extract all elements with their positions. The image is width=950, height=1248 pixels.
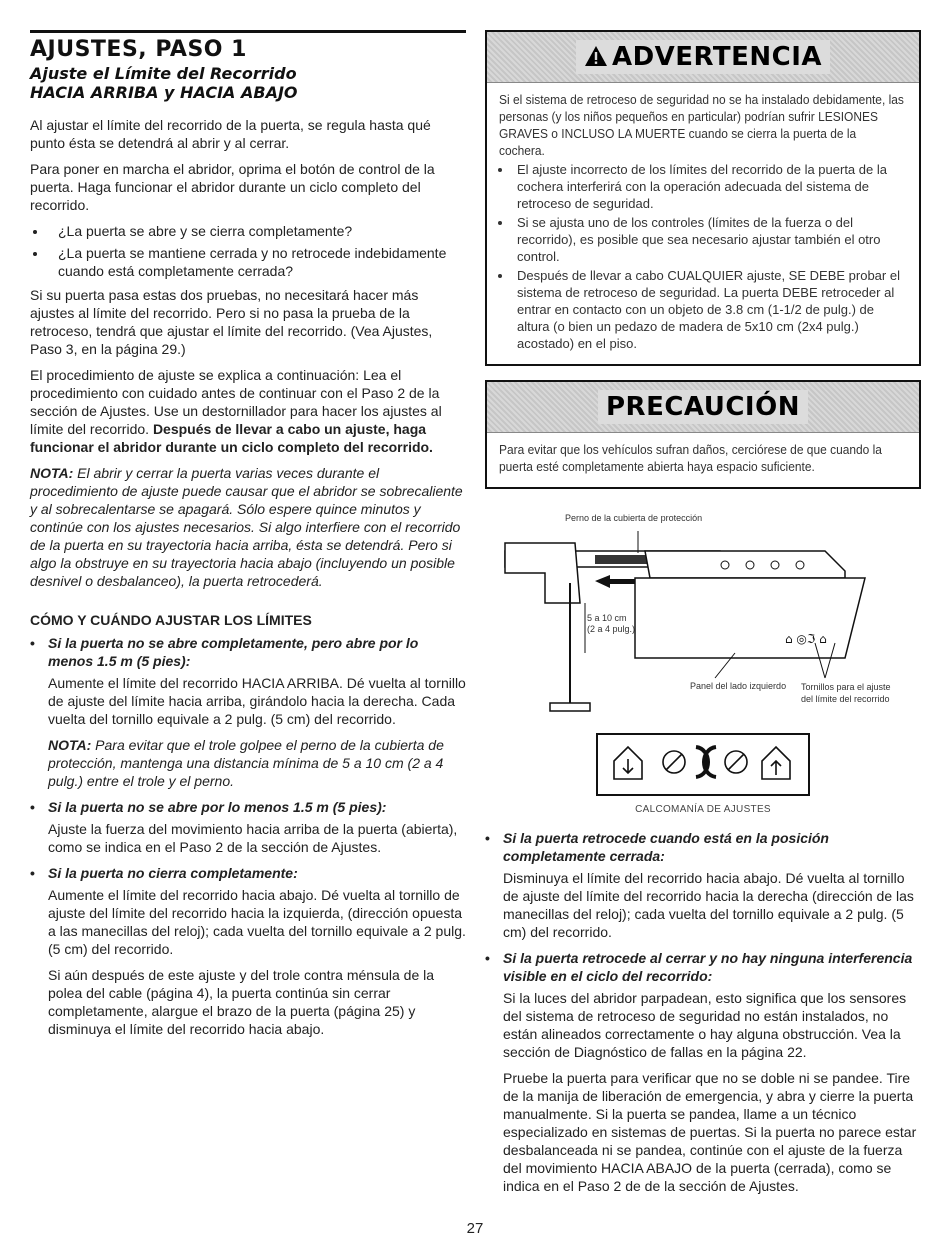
item5-text1: Si la luces del abridor parpadean, esto significa que los sensores del sistema de retroceso de seguridad no están instalados, no están alineados correctamente o hay alguna obstrucción. Vea la sección de Diagnóstico de fallas en la página 22. bbox=[503, 990, 907, 1060]
start-paragraph: Para poner en marcha el abridor, oprima el botón de control de la puerta. Haga funcionar el abridor durante un ciclo completo del recorrido. bbox=[30, 161, 435, 213]
adjustment-decal-icon bbox=[608, 741, 798, 783]
caution-header bbox=[487, 382, 919, 433]
subheading-line2: HACIA ARRIBA y HACIA ABAJO bbox=[30, 83, 298, 102]
decal-figure bbox=[485, 733, 921, 815]
top-rule bbox=[30, 30, 466, 33]
label-screws bbox=[801, 681, 891, 705]
item5-heading: • Si la puerta retrocede al cerrar y no hay ninguna interferencia visible en el ciclo del recorrido: bbox=[485, 949, 921, 985]
caution-box bbox=[485, 380, 921, 489]
item1-body bbox=[30, 674, 466, 790]
warning-item: • Después de llevar a cabo CUALQUIER ajuste, SE DEBE probar el sistema de retroceso de seguridad. La puerta DEBE retroceder al entrar en contacto con un objeto de 3.8 cm (1-1/2 de pulg.) de altura (o bien un pedazo de madera de 5x10 cm (2x4 pulg.) acostado) en el piso. bbox=[513, 267, 907, 352]
note-text: El abrir y cerrar la puerta varias veces durante el procedimiento de ajuste puede causar que el abridor se sobrecaliente y al sobrecalentarse se apagará. Sólo espere quince minutos y continúe con los ajustes necesarios. Si algo interfiere con el recorrido de la puerta en su trayectoria hacia arriba, ésta se detendrá. Pero si algo la obstruye en su trayectoria hacia abajo (incluyendo un posible desnivel o desbalanceo), la puerta retrocederá. bbox=[30, 465, 463, 589]
warning-intro: Si el sistema de retroceso de seguridad no se ha instalado debidamente, las personas (y los niños pequeños en particular) podrían sufrir LESIONES GRAVES o INCLUSO LA MUERTE cuando se cierra la puerta de la cochera. bbox=[499, 92, 904, 158]
item5-text2: Pruebe la puerta para verificar que no se doble ni se pandee. Tire de la manija de liberación de emergencia, y abra y cierre la puerta manualmente. Si la puerta se pandea, llame a un técnico especializado en sistemas de puertas. Si la puerta no parece estar desbalanceada ni se pandea, continúe con el ajuste de la fuerza del movimiento HACIA ABAJO de la puerta (cerrada), como se indica en el Paso 2 de de la sección de Ajustes. bbox=[503, 1070, 917, 1194]
page-subheading bbox=[30, 64, 466, 102]
warning-title-wrap bbox=[576, 40, 830, 74]
warning-title: ADVERTENCIA bbox=[611, 42, 823, 72]
item1-heading: • Si la puerta no se abre completamente, pero abre por lo menos 1.5 m (5 pies): bbox=[30, 634, 466, 670]
warning-body bbox=[487, 83, 919, 364]
procedure-text: El procedimiento de ajuste se explica a continuación: Lea el procedimiento con cuidado antes de continuar con el Paso 2 de la sección de Ajustes. Use un destornillador para hacer los ajustes al límite del recorrido. bbox=[30, 367, 442, 437]
item4-body bbox=[485, 869, 921, 941]
caution-title: PRECAUCIÓN bbox=[598, 390, 808, 424]
item3-heading: • Si la puerta no cierra completamente: bbox=[30, 864, 466, 882]
svg-text:⌂ ◎ℑ ⌂: ⌂ ◎ℑ ⌂ bbox=[785, 632, 827, 646]
label-screws-line2: del límite del recorrido bbox=[801, 694, 890, 704]
page-number: 27 bbox=[466, 1220, 484, 1237]
warning-item: • Si se ajusta uno de los controles (límites de la fuerza o del recorrido), es posible que sea necesario ajustar también el otro control. bbox=[513, 214, 907, 265]
intro-paragraph: Al ajustar el límite del recorrido de la puerta, se regula hasta qué punto ésta se detendrá al abrir y al cerrar. bbox=[30, 117, 431, 151]
section-title: CÓMO Y CUÁNDO AJUSTAR LOS LÍMITES bbox=[30, 612, 312, 628]
item1-note bbox=[48, 736, 466, 790]
test-item: • ¿La puerta se mantiene cerrada y no retrocede indebidamente cuando está completamente cerrada? bbox=[48, 244, 466, 280]
right-column bbox=[485, 30, 921, 1203]
note-label: NOTA: bbox=[30, 465, 74, 481]
procedure-paragraph bbox=[30, 366, 466, 456]
label-distance-in: (2 a 4 pulg.) bbox=[587, 624, 636, 634]
item4-text: Disminuya el límite del recorrido hacia abajo. Dé vuelta al tornillo de ajuste del límite del recorrido hacia la derecha (dirección de las manecillas del reloj); cada vuelta del tornillo equivale a 2 pulg. (5 cm) del recorrido. bbox=[503, 870, 914, 940]
label-bolt: Perno de la cubierta de protección bbox=[565, 513, 703, 523]
label-panel: Panel del lado izquierdo bbox=[690, 681, 787, 691]
decal-caption: CALCOMANÍA DE AJUSTES bbox=[635, 804, 771, 815]
left-column bbox=[30, 30, 466, 1046]
procedure-bold-text: Después de llevar a cabo un ajuste, haga funcionar el abridor durante un ciclo completo del recorrido. bbox=[30, 421, 433, 455]
warning-list bbox=[499, 161, 907, 352]
item1-note-label: NOTA: bbox=[48, 737, 92, 753]
warning-item: • El ajuste incorrecto de los límites del recorrido de la puerta de la cochera interferirá con la operación adecuada del sistema de retroceso de seguridad. bbox=[513, 161, 907, 212]
item5-body bbox=[485, 989, 921, 1195]
label-screws-line1: Tornillos para el ajuste bbox=[801, 682, 891, 692]
opener-diagram bbox=[485, 513, 921, 723]
page-heading: AJUSTES, PASO 1 bbox=[30, 37, 247, 62]
subheading-line1: Ajuste el Límite del Recorrido bbox=[30, 64, 297, 83]
item4-heading: • Si la puerta retrocede cuando está en la posición completamente cerrada: bbox=[485, 829, 921, 865]
item3-text2: Si aún después de este ajuste y del trole contra ménsula de la polea del cable (página 4), la puerta continúa sin cerrar completamente, alargue el brazo de la puerta (página 25) y disminuya el límite del recorrido hacia abajo. bbox=[48, 967, 435, 1037]
caution-body bbox=[487, 433, 919, 487]
tests-result-paragraph: Si su puerta pasa estas dos pruebas, no necesitará hacer más ajustes al límite del recorrido. Pero si no pasa la prueba de la retroceso, tendrá que ajustar el límite del recorrido. (Vea Ajustes, Paso 3, en la página 29.) bbox=[30, 287, 433, 357]
item1-text: Aumente el límite del recorrido HACIA ARRIBA. Dé vuelta al tornillo de ajuste del límite hacia arriba, girándolo hacia la derecha. Cada vuelta del tornillo equivale a 2 pulg. (5 cm) del recorrido. bbox=[48, 675, 466, 727]
caution-text: Para evitar que los vehículos sufran daños, cerciórese de que cuando la puerta esté completamente abierta haya espacio suficiente. bbox=[499, 442, 882, 474]
item1-note-text: Para evitar que el trole golpee el perno de la cubierta de protección, mantenga una distancia mínima de 5 a 10 cm (2 a 4 pulg.) entre el trole y el perno. bbox=[48, 737, 444, 789]
test-item: • ¿La puerta se abre y se cierra completamente? bbox=[48, 222, 466, 240]
test-list bbox=[30, 222, 466, 280]
item3-text1: Aumente el límite del recorrido hacia abajo. Dé vuelta al tornillo de ajuste del límite del recorrido hacia la izquierda, (dirección opuesta a las manecillas del reloj); cada vuelta del tornillo equivale a 2 pulg. (5 cm) del recorrido. bbox=[48, 887, 466, 957]
item2-body bbox=[30, 820, 466, 856]
label-distance bbox=[587, 613, 635, 635]
warning-triangle-icon bbox=[584, 45, 608, 67]
warning-header bbox=[487, 32, 919, 83]
item2-heading: • Si la puerta no se abre por lo menos 1.5 m (5 pies): bbox=[30, 798, 466, 816]
label-distance-cm: 5 a 10 cm bbox=[587, 613, 627, 623]
item3-body bbox=[30, 886, 466, 1038]
adjustment-decal bbox=[596, 733, 810, 796]
item2-text: Ajuste la fuerza del movimiento hacia arriba de la puerta (abierta), como se indica en el Paso 2 de la sección de Ajustes. bbox=[48, 821, 458, 855]
warning-box bbox=[485, 30, 921, 366]
note-paragraph bbox=[30, 464, 466, 590]
